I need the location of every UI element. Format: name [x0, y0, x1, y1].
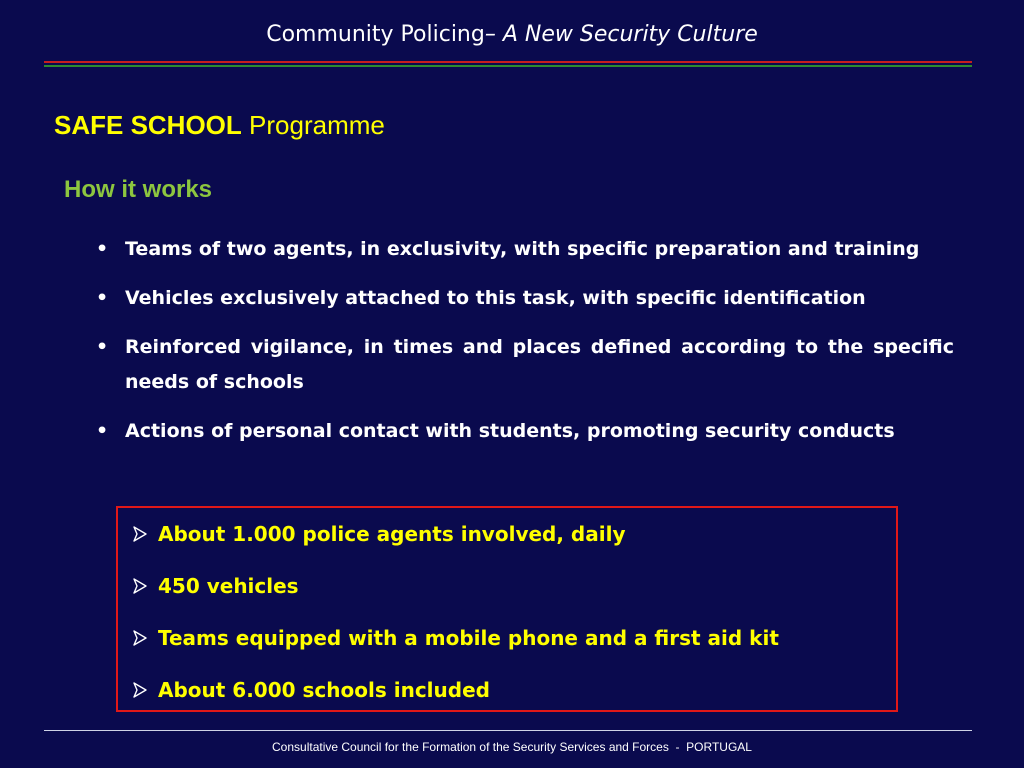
bullet-dot-icon: •: [96, 238, 109, 260]
bullet-dot-icon: •: [96, 287, 109, 309]
fact-item: [130, 516, 890, 552]
fact-text: 450 vehicles: [158, 574, 299, 598]
bullet-text: Teams of two agents, in exclusivity, with specific preparation and training: [125, 238, 920, 260]
header-divider-red: [44, 61, 972, 63]
fact-text: Teams equipped with a mobile phone and a first aid kit: [158, 626, 779, 650]
bullet-text: Actions of personal contact with students, promoting security conducts: [125, 420, 895, 442]
bullet-dot-icon: •: [96, 420, 109, 442]
fact-item: [130, 568, 890, 604]
fact-item: [130, 672, 890, 708]
header-title: [0, 20, 1024, 50]
bullet-item: [92, 232, 954, 267]
slide-title: [54, 108, 385, 142]
bullet-text: Vehicles exclusively attached to this task, with specific identification: [125, 287, 866, 309]
fact-text: About 6.000 schools included: [158, 678, 490, 702]
bullet-text: Reinforced vigilance, in times and places defined according to the specific needs of schools: [125, 336, 954, 393]
slide-title-bold: SAFE SCHOOL: [54, 110, 242, 140]
header-divider-green: [44, 65, 972, 67]
fact-item: [130, 620, 890, 656]
bullet-item: [92, 414, 954, 449]
fact-text: About 1.000 police agents involved, daily: [158, 522, 626, 546]
footer-divider: [44, 730, 972, 731]
facts-list: [130, 516, 890, 724]
bullet-item: [92, 330, 954, 400]
arrow-bullet-icon: [130, 568, 150, 604]
header-title-main: Community Policing: [266, 22, 485, 47]
arrow-bullet-icon: [130, 620, 150, 656]
footer-text: Consultative Council for the Formation of the Security Services and Forces - PORTUGAL: [272, 740, 752, 754]
bullet-dot-icon: •: [96, 336, 109, 358]
section-heading: How it works: [64, 176, 213, 203]
bullet-item: [92, 281, 954, 316]
facts-box: [116, 506, 898, 712]
arrow-bullet-icon: [130, 516, 150, 552]
arrow-bullet-icon: [130, 672, 150, 708]
header-subtitle: – A New Security Culture: [484, 22, 758, 47]
bullet-list: [92, 232, 954, 463]
slide-title-normal: Programme: [249, 110, 385, 140]
